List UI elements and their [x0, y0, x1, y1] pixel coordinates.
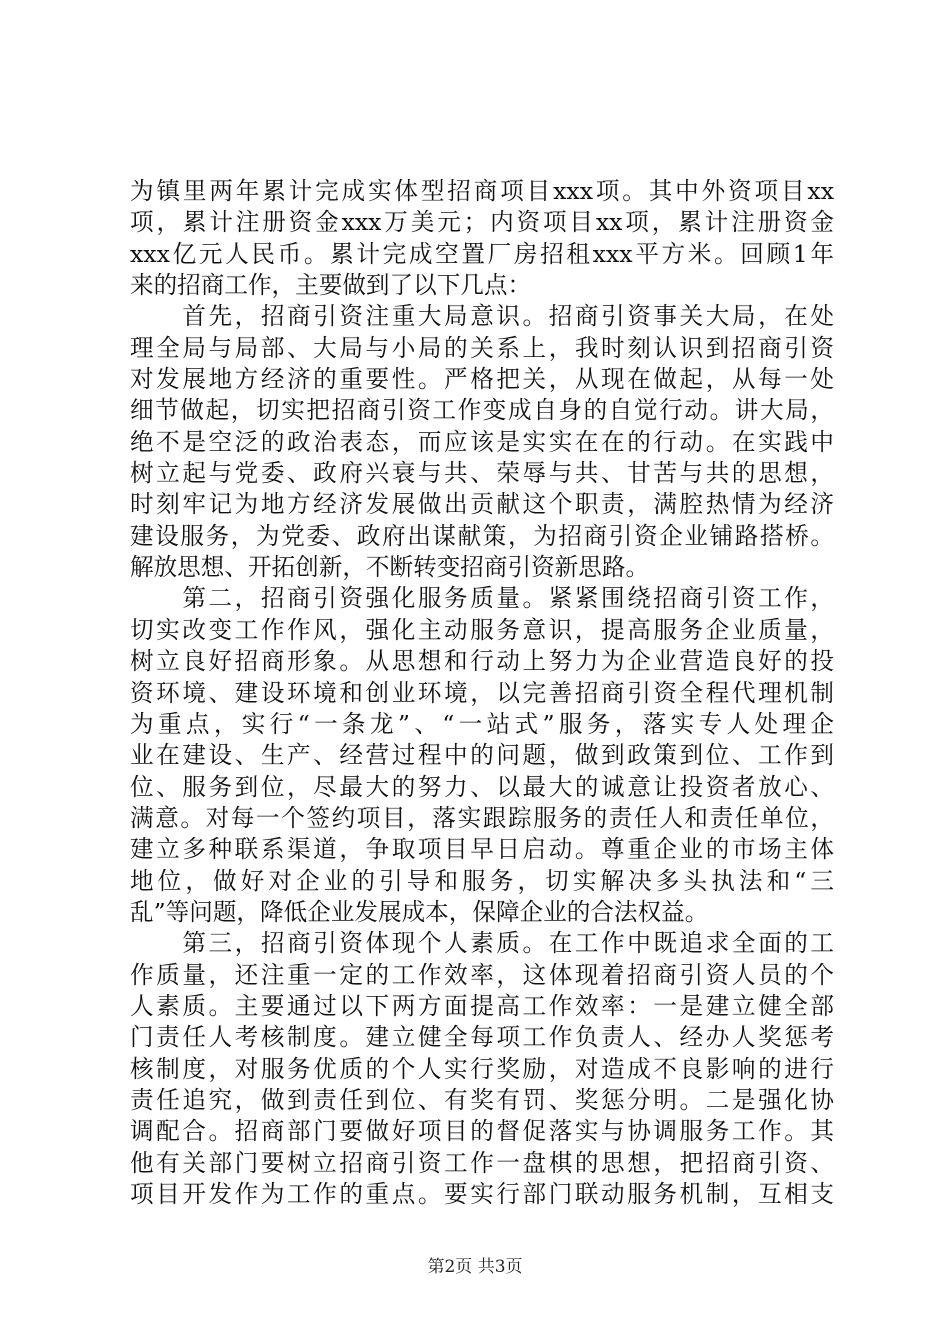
text-line: 核制度，对服务优质的个人实行奖励，对造成不良影响的进行 [130, 1054, 834, 1083]
text-line: 位、服务到位，尽最大的努力、以最大的诚意让投资者放心、 [130, 772, 834, 801]
text-line: 作质量，还注重一定的工作效率，这体现着招商引资人员的个 [130, 960, 834, 989]
text-line: 建立多种联系渠道，争取项目早日启动。尊重企业的市场主体 [130, 835, 834, 864]
text-line: 调配合。招商部门要做好项目的督促落实与协调服务工作。其 [130, 1117, 834, 1146]
text-line: 绝不是空泛的政治表态，而应该是实实在在的行动。在实践中 [130, 427, 834, 456]
text-line: xxx亿元人民币。累计完成空置厂房招租xxx平方米。回顾1年 [130, 239, 834, 268]
text-line: 他有关部门要树立招商引资工作一盘棋的思想，把招商引资、 [130, 1148, 834, 1177]
text-line: 满意。对每一个签约项目，落实跟踪服务的责任人和责任单位， [130, 803, 834, 832]
text-line: 责任追究，做到责任到位、有奖有罚、奖惩分明。二是强化协 [130, 1085, 834, 1114]
text-line: 对发展地方经济的重要性。严格把关，从现在做起，从每一处 [130, 365, 834, 394]
text-line: 业在建设、生产、经营过程中的问题，做到政策到位、工作到 [130, 741, 834, 770]
text-line: 人素质。主要通过以下两方面提高工作效率：一是建立健全部 [130, 991, 834, 1020]
text-line: 乱”等问题，降低企业发展成本，保障企业的合法权益。 [130, 897, 709, 926]
text-line: 项，累计注册资金xxx万美元；内资项目xx项，累计注册资金 [130, 208, 834, 237]
text-line: 第二，招商引资强化服务质量。紧紧围绕招商引资工作， [130, 584, 834, 613]
text-line: 为镇里两年累计完成实体型招商项目xxx项。其中外资项目xx [130, 177, 834, 205]
text-line: 项目开发作为工作的重点。要实行部门联动服务机制，互相支 [130, 1180, 834, 1208]
text-line: 树立良好招商形象。从思想和行动上努力为企业营造良好的投 [130, 647, 834, 676]
text-line: 地位，做好对企业的引导和服务，切实解决多头执法和“三 [130, 866, 834, 895]
text-line: 首先，招商引资注重大局意识。招商引资事关大局，在处 [130, 302, 834, 331]
text-line: 细节做起，切实把招商引资工作变成自身的自觉行动。讲大局， [130, 396, 834, 425]
text-line: 解放思想、开拓创新，不断转变招商引资新思路。 [130, 553, 650, 582]
text-line: 树立起与党委、政府兴衰与共、荣辱与共、甘苦与共的思想， [130, 459, 834, 488]
text-line: 第三，招商引资体现个人素质。在工作中既追求全面的工 [130, 929, 834, 958]
body-text [130, 176, 834, 1210]
text-line: 资环境、建设环境和创业环境，以完善招商引资全程代理机制 [130, 678, 834, 707]
text-line: 建设服务，为党委、政府出谋献策，为招商引资企业铺路搭桥。 [130, 521, 834, 550]
text-line: 门责任人考核制度。建立健全每项工作负责人、经办人奖惩考 [130, 1023, 834, 1052]
text-line: 理全局与局部、大局与小局的关系上，我时刻认识到招商引资 [130, 333, 834, 362]
page-footer: 第2页 共3页 [427, 1257, 523, 1277]
text-line: 为重点，实行“一条龙”、“一站式”服务，落实专人处理企 [130, 709, 834, 738]
text-line: 切实改变工作作风，强化主动服务意识，提高服务企业质量， [130, 615, 834, 644]
text-line: 时刻牢记为地方经济发展做出贡献这个职责，满腔热情为经济 [130, 490, 834, 519]
text-line: 来的招商工作，主要做到了以下几点： [130, 271, 532, 300]
